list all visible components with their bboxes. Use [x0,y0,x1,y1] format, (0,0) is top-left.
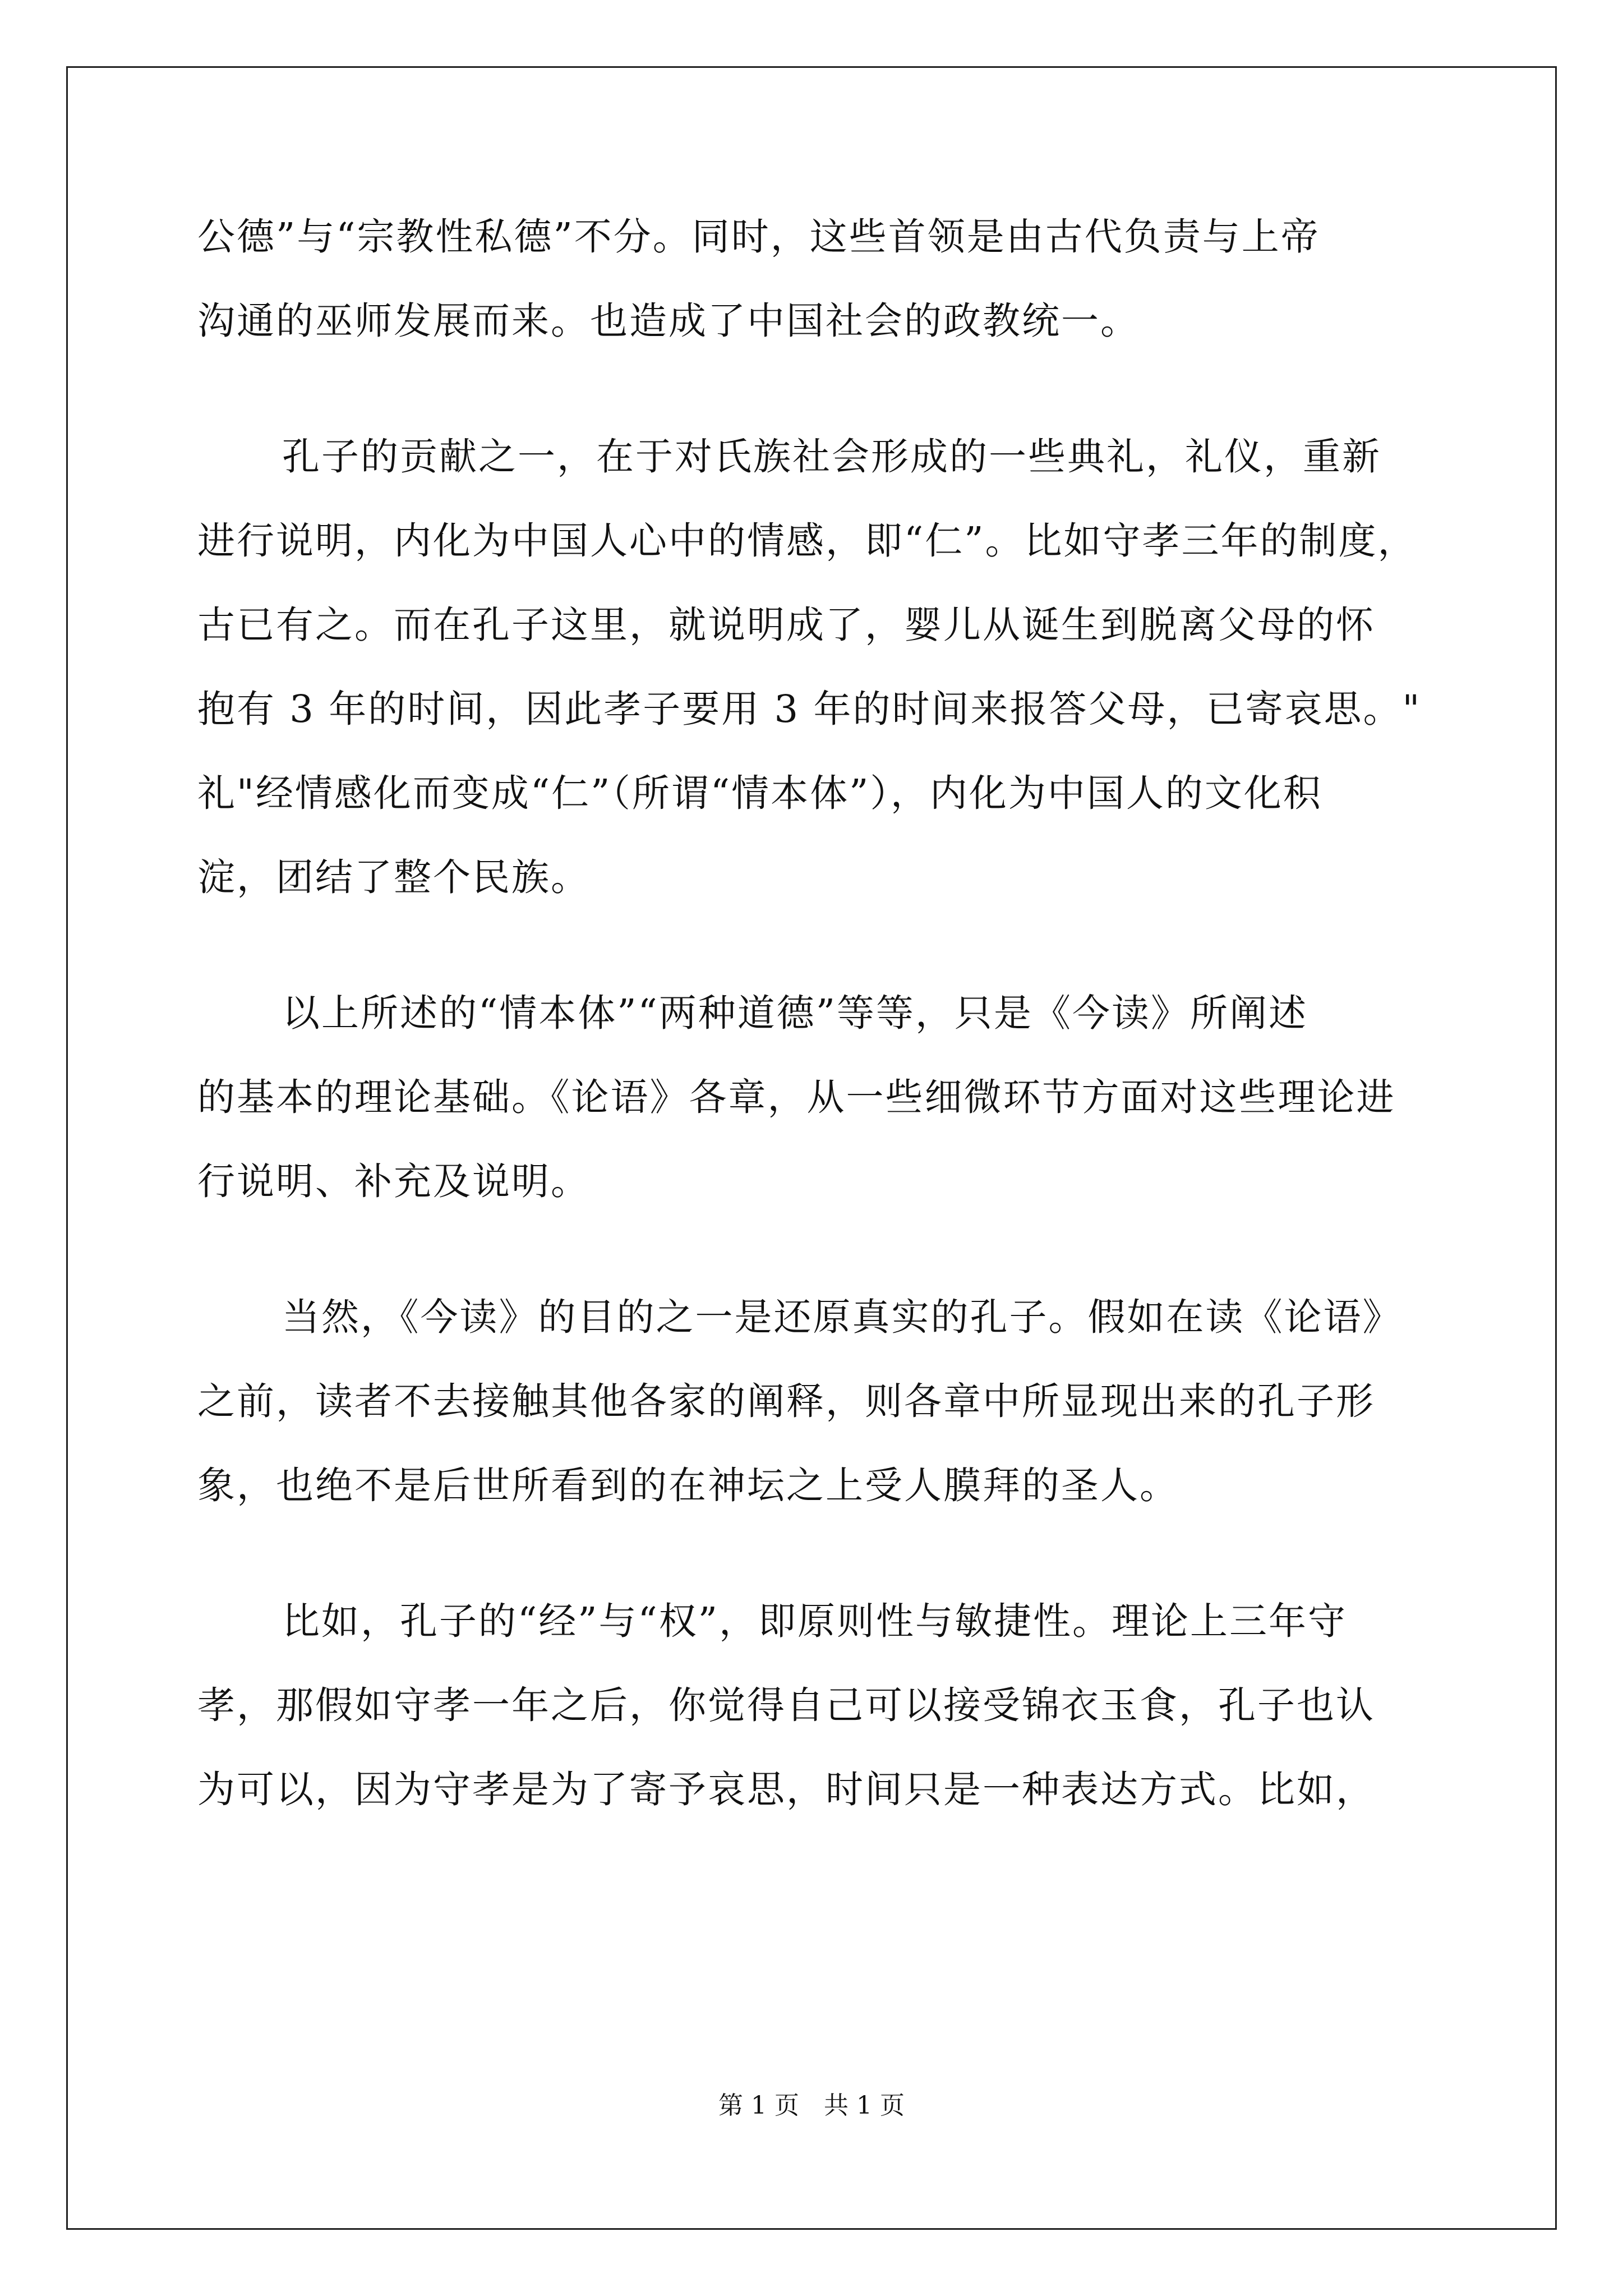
page-border [66,66,1557,2230]
page-number-footer: 第 1 页 共 1 页 [718,2091,905,2120]
text-line: 沟通的巫师发展而来。也造成了中国社会的政教统一。 [197,299,1140,343]
text-line: 孝，那假如守孝一年之后，你觉得自己可以接受锦衣玉食，孔子也认 [197,1683,1375,1727]
text-line: 为可以，因为守孝是为了寄予哀思，时间只是一种表达方式。比如， [197,1768,1375,1811]
text-line: 行说明、补充及说明。 [197,1159,590,1203]
text-line: 淀，团结了整个民族。 [197,855,590,899]
text-line: 象，也绝不是后世所看到的在神坛之上受人膜拜的圣人。 [197,1464,1179,1507]
text-line: 之前，读者不去接触其他各家的阐释，则各章中所显现出来的孔子形 [197,1379,1375,1423]
text-line: 当然，《今读》的目的之一是还原真实的孔子。假如在读《论语》 [282,1295,1402,1339]
text-line: 公德”与“宗教性私德”不分。同时，这些首领是由古代负责与上帝 [197,215,1320,259]
text-line: 比如，孔子的“经”与“权”，即原则性与敏捷性。理论上三年守 [282,1599,1348,1643]
text-line: 抱有 3 年的时间，因此孝子要用 3 年的时间来报答父母，已寄哀思。" [197,687,1422,731]
text-line: 礼"经情感化而变成“仁”（所谓“情本体”），内化为中国人的文化积 [197,771,1322,815]
text-line: 以上所述的“情本体”“两种道德”等等，只是《今读》所阐述 [282,991,1308,1035]
text-line: 古已有之。而在孔子这里，就说明成了，婴儿从诞生到脱离父母的怀 [197,603,1375,647]
text-line: 进行说明，内化为中国人心中的情感，即“仁”。比如守孝三年的制度， [197,519,1417,563]
text-line: 的基本的理论基础。《论语》各章，从一些细微环节方面对这些理论进 [197,1075,1396,1119]
text-line: 孔子的贡献之一，在于对氏族社会形成的一些典礼，礼仪，重新 [282,435,1381,478]
